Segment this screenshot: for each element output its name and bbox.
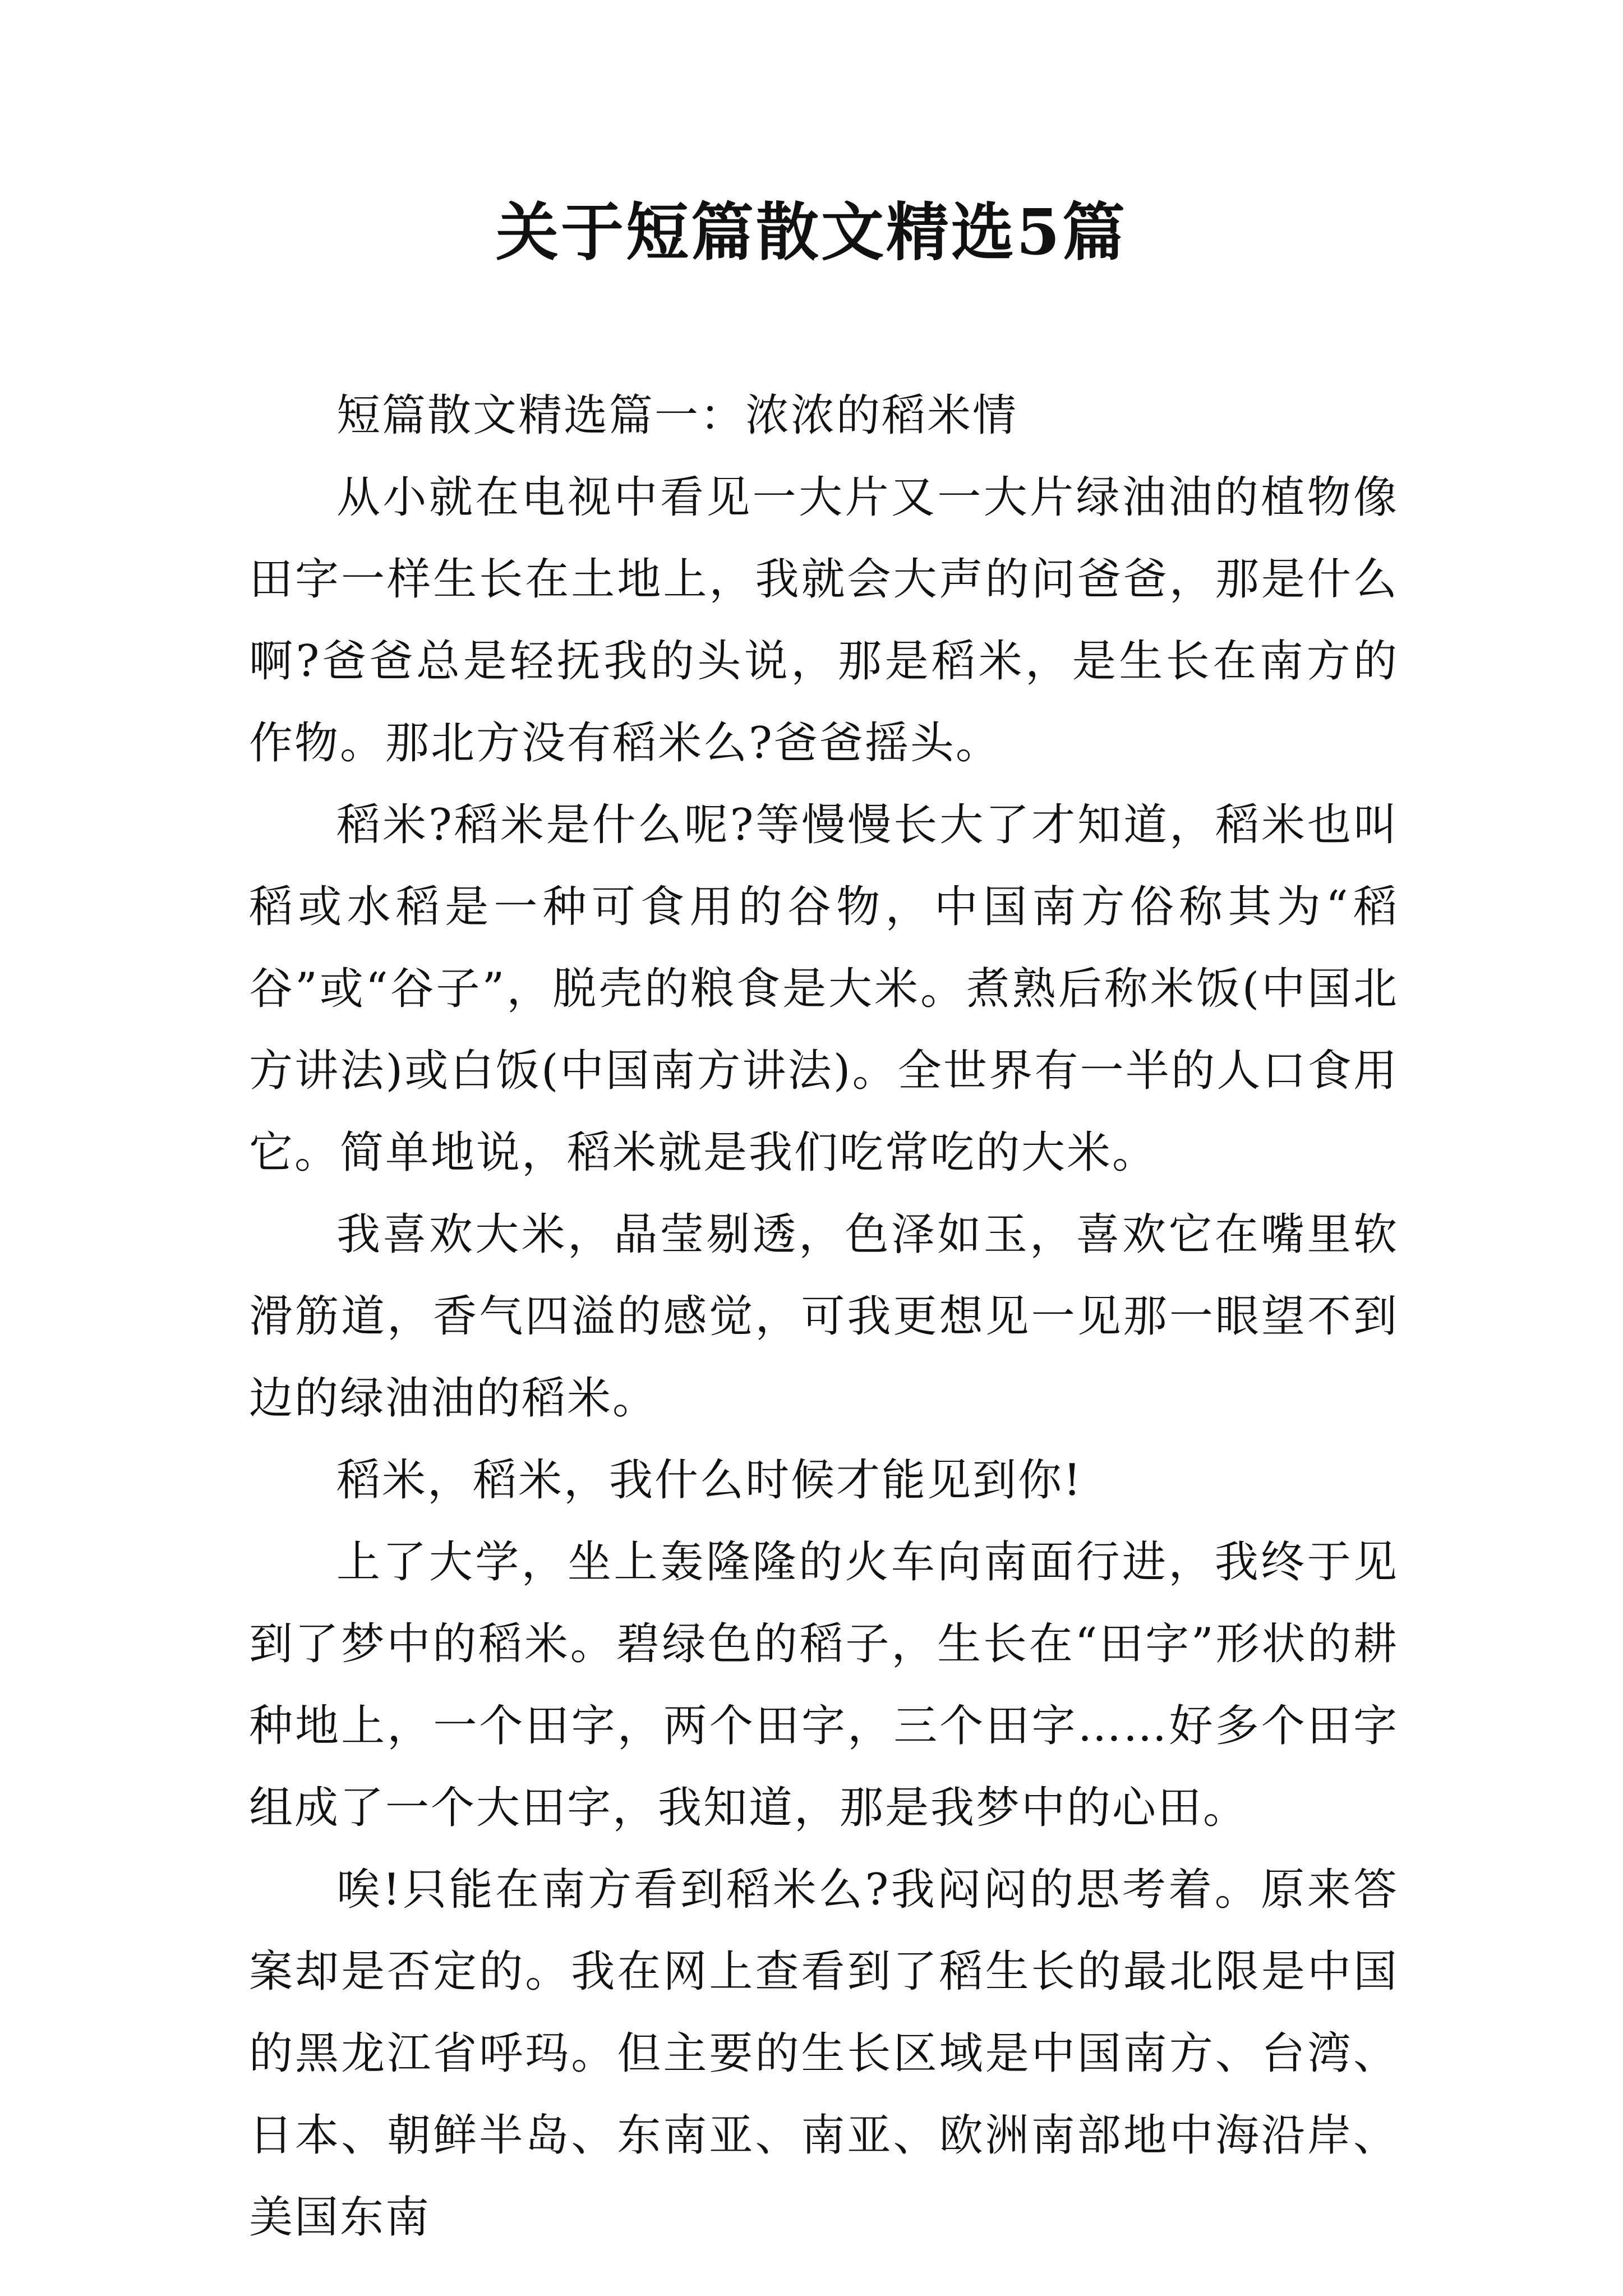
paragraph: 稻米，稻米，我什么时候才能见到你!	[336, 1455, 1083, 1506]
paragraph: 唉!只能在南方看到稻米么?我闷闷的思考着。原来答案却是否定的。我在网上查看到了稻生长的最北限是中国的黑龙江省呼玛。但主要的生长区域是中国南方、台湾、日本、朝鲜半岛、东南亚、南亚、欧洲南部地中海沿岸、美国东南	[249, 1865, 1399, 2243]
document-body	[249, 375, 1399, 2258]
paragraph: 稻米?稻米是什么呢?等慢慢长大了才知道，稻米也叫稻或水稻是一种可食用的谷物，中国南方俗称其为“稻谷”或“谷子”，脱壳的粮食是大米。煮熟后称米饭(中国北方讲法)或白饭(中国南方讲法)。全世界有一半的人口食用它。简单地说，稻米就是我们吃常吃的大米。	[249, 800, 1399, 1178]
paragraph: 上了大学，坐上轰隆隆的火车向南面行进，我终于见到了梦中的稻米。碧绿色的稻子，生长在“田字”形状的耕种地上，一个田字，两个田字，三个田字……好多个田字组成了一个大田字，我知道，那是我梦中的心田。	[249, 1537, 1399, 1833]
paragraph: 从小就在电视中看见一大片又一大片绿油油的植物像田字一样生长在土地上，我就会大声的问爸爸，那是什么啊?爸爸总是轻抚我的头说，那是稻米，是生长在南方的作物。那北方没有稻米么?爸爸摇头。	[249, 472, 1399, 769]
paragraph: 我喜欢大米，晶莹剔透，色泽如玉，喜欢它在嘴里软滑筋道，香气四溢的感觉，可我更想见一见那一眼望不到边的绿油油的稻米。	[249, 1209, 1399, 1424]
section-heading: 短篇散文精选篇一：浓浓的稻米情	[336, 390, 1018, 441]
document-title: 关于短篇散文精选5篇	[496, 196, 1127, 269]
